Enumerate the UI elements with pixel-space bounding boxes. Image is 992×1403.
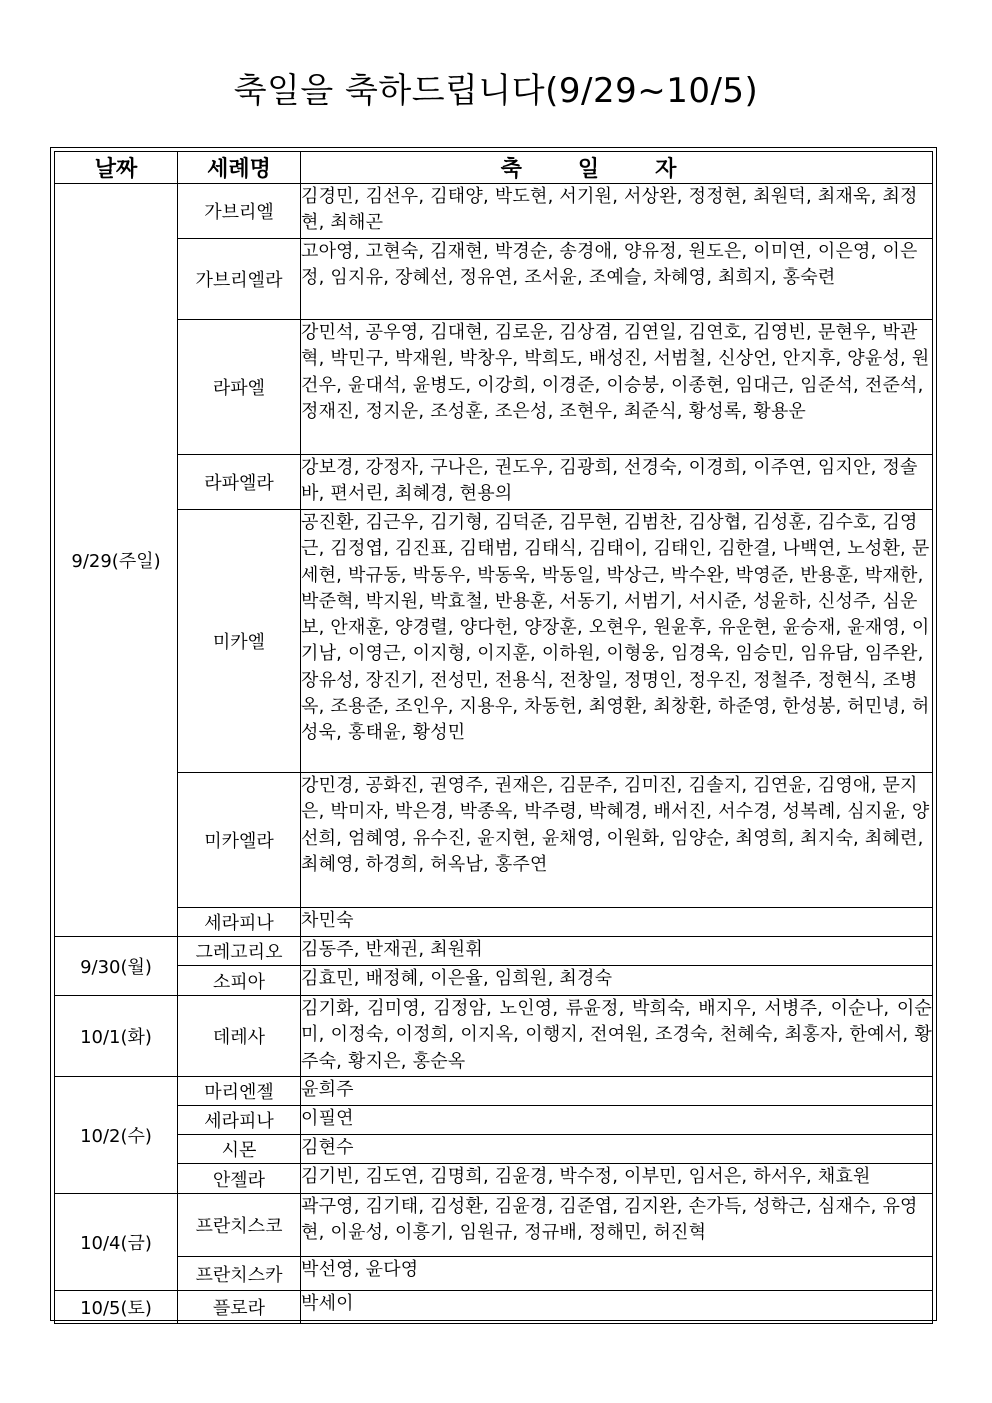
celebrants-cell: 고아영, 고현숙, 김재현, 박경순, 송경애, 양유정, 원도은, 이미연, 이은영, 이은정, 임지유, 장혜선, 정유연, 조서윤, 조예슬, 차혜영, 최희지, 홍숙련 bbox=[301, 239, 933, 320]
date-cell: 9/29(주일) bbox=[55, 184, 178, 937]
celebrants-cell: 김효민, 배정혜, 이은율, 임희원, 최경숙 bbox=[301, 966, 933, 996]
saint-name-cell: 마리엔젤 bbox=[178, 1077, 301, 1106]
table-row bbox=[55, 773, 933, 908]
saint-name-cell: 세라피나 bbox=[178, 1106, 301, 1135]
table-row bbox=[55, 184, 933, 239]
celebrants-cell: 공진환, 김근우, 김기형, 김덕준, 김무현, 김범찬, 김상협, 김성훈, 김수호, 김영근, 김정엽, 김진표, 김태범, 김태식, 김태이, 김태인, 김한결, 나백연, 노성환, 문세현, 박규동, 박동우, 박동욱, 박동일, 박상근, 박수완, 박영준, 반용훈, 박재한, 박준혁, 박지원, 박효철, 반용훈, 서동기, 서범기, 서시준, 성윤하, 신성주, 심운보, 안재훈, 양경렬, 양다헌, 양장훈, 오현우, 원윤후, 유운현, 윤승재, 윤재영, 이기남, 이영근, 이지형, 이지훈, 이하원, 이형웅, 임경욱, 임승민, 임유담, 임주완, 장유성, 장진기, 전성민, 전용식, 전창일, 정명인, 정우진, 정철주, 정현식, 조병옥, 조용준, 조인우, 지용우, 차동헌, 최영환, 최창환, 하준영, 한성봉, 허민녕, 허성욱, 홍태윤, 황성민 bbox=[301, 510, 933, 773]
table-row bbox=[55, 1106, 933, 1135]
table-row bbox=[55, 1164, 933, 1194]
table-row bbox=[55, 320, 933, 455]
saint-name-cell: 미카엘 bbox=[178, 510, 301, 773]
table-row bbox=[55, 1257, 933, 1291]
table-row bbox=[55, 1077, 933, 1106]
saint-name-cell: 플로라 bbox=[178, 1291, 301, 1324]
header-saint: 세례명 bbox=[178, 152, 301, 184]
celebrants-cell: 박선영, 윤다영 bbox=[301, 1257, 933, 1291]
date-cell: 10/4(금) bbox=[55, 1194, 178, 1291]
saint-name-cell: 미카엘라 bbox=[178, 773, 301, 908]
celebrants-cell: 김기화, 김미영, 김정암, 노인영, 류윤정, 박희숙, 배지우, 서병주, 이순나, 이순미, 이정숙, 이정희, 이지옥, 이행지, 전여원, 조경숙, 천혜숙, 최홍자, 한예서, 황주숙, 황지은, 홍순옥 bbox=[301, 996, 933, 1077]
header-names: 축일자 bbox=[301, 152, 933, 184]
header-date: 날짜 bbox=[55, 152, 178, 184]
celebrants-cell: 강민경, 공화진, 권영주, 권재은, 김문주, 김미진, 김솔지, 김연윤, 김영애, 문지은, 박미자, 박은경, 박종옥, 박주령, 박혜경, 배서진, 서수경, 성복례, 심지윤, 양선희, 엄혜영, 유수진, 윤지현, 윤채영, 이원화, 임양순, 최영희, 최지숙, 최혜련, 최혜영, 하경희, 허옥남, 홍주연 bbox=[301, 773, 933, 908]
saint-name-cell: 소피아 bbox=[178, 966, 301, 996]
feast-day-table bbox=[54, 151, 933, 1324]
saint-name-cell: 세라피나 bbox=[178, 908, 301, 937]
celebrants-cell: 강민석, 공우영, 김대현, 김로운, 김상겸, 김연일, 김연호, 김영빈, 문현우, 박관혁, 박민구, 박재원, 박창우, 박희도, 배성진, 서범철, 신상언, 안지후, 양윤성, 원건우, 윤대석, 윤병도, 이강희, 이경준, 이승붕, 이종현, 임대근, 임준석, 전준석, 정재진, 정지운, 조성훈, 조은성, 조현우, 최준식, 황성록, 황용운 bbox=[301, 320, 933, 455]
saint-name-cell: 프란치스코 bbox=[178, 1194, 301, 1257]
table-row bbox=[55, 239, 933, 320]
celebrants-cell: 곽구영, 김기태, 김성환, 김윤경, 김준엽, 김지완, 손가득, 성학근, 심재수, 유영현, 이윤성, 이흥기, 임원규, 정규배, 정해민, 허진혁 bbox=[301, 1194, 933, 1257]
table-row bbox=[55, 1135, 933, 1164]
saint-name-cell: 그레고리오 bbox=[178, 937, 301, 966]
celebrants-cell: 강보경, 강정자, 구나은, 권도우, 김광희, 선경숙, 이경희, 이주연, 임지안, 정솔바, 편서린, 최혜경, 현용의 bbox=[301, 455, 933, 510]
feast-table-frame bbox=[50, 147, 937, 1321]
celebrants-cell: 윤희주 bbox=[301, 1077, 933, 1106]
date-cell: 10/2(수) bbox=[55, 1077, 178, 1194]
saint-name-cell: 라파엘 bbox=[178, 320, 301, 455]
table-row bbox=[55, 1291, 933, 1324]
table-row bbox=[55, 996, 933, 1077]
celebrants-cell: 차민숙 bbox=[301, 908, 933, 937]
celebrants-cell: 김동주, 반재권, 최원휘 bbox=[301, 937, 933, 966]
table-row bbox=[55, 1194, 933, 1257]
saint-name-cell: 프란치스카 bbox=[178, 1257, 301, 1291]
saint-name-cell: 데레사 bbox=[178, 996, 301, 1077]
table-row bbox=[55, 510, 933, 773]
table-row bbox=[55, 937, 933, 966]
saint-name-cell: 가브리엘 bbox=[178, 184, 301, 239]
saint-name-cell: 시몬 bbox=[178, 1135, 301, 1164]
date-cell: 9/30(월) bbox=[55, 937, 178, 996]
table-row bbox=[55, 455, 933, 510]
table-row bbox=[55, 966, 933, 996]
celebrants-cell: 이필연 bbox=[301, 1106, 933, 1135]
celebrants-cell: 김경민, 김선우, 김태양, 박도현, 서기원, 서상완, 정정현, 최원덕, 최재욱, 최정현, 최해곤 bbox=[301, 184, 933, 239]
page-title: 축일을 축하드립니다(9/29~10/5) bbox=[233, 71, 759, 111]
celebrants-cell: 김기빈, 김도연, 김명희, 김윤경, 박수정, 이부민, 임서은, 하서우, 채효원 bbox=[301, 1164, 933, 1194]
table-row bbox=[55, 908, 933, 937]
table-header-row bbox=[55, 152, 933, 184]
celebrants-cell: 김현수 bbox=[301, 1135, 933, 1164]
date-cell: 10/1(화) bbox=[55, 996, 178, 1077]
saint-name-cell: 가브리엘라 bbox=[178, 239, 301, 320]
saint-name-cell: 라파엘라 bbox=[178, 455, 301, 510]
date-cell: 10/5(토) bbox=[55, 1291, 178, 1324]
celebrants-cell: 박세이 bbox=[301, 1291, 933, 1324]
saint-name-cell: 안젤라 bbox=[178, 1164, 301, 1194]
